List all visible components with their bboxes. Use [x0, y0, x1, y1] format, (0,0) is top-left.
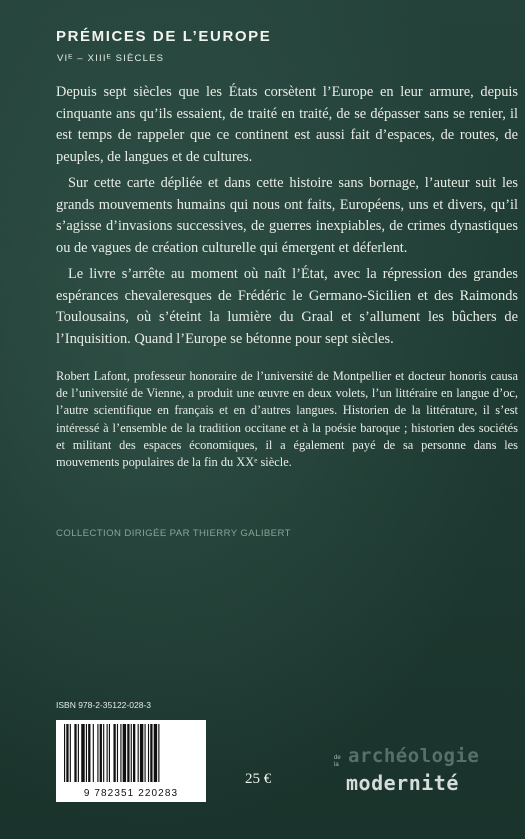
- barcode-bar: [107, 724, 108, 782]
- isbn-label: ISBN 978-2-35122-028-3: [56, 700, 151, 710]
- collection-credit: COLLECTION DIRIGÉE PAR THIERRY GALIBERT: [56, 528, 291, 539]
- logo-word-modernite: modernité: [346, 771, 459, 795]
- blurb-paragraph-2: Sur cette carte dépliée et dans cette histoire sans bornage, l’auteur suit les grands mouvements humains qui nous ont faits, Européens, uns et divers, qu’il s’agisse d’invasions successives, de guerres inexpiables, de crimes dynastiques ou de vagues de création culturelle qui émergent et déferlent.: [56, 175, 518, 256]
- series-title: PRÉMICES DE L’EUROPE: [56, 28, 272, 45]
- barcode-bar: [66, 724, 68, 782]
- barcode-bar: [140, 724, 143, 782]
- barcode-bar: [100, 724, 102, 782]
- barcode-bar: [93, 724, 94, 782]
- barcode-bar: [97, 724, 98, 782]
- barcode-bar: [145, 724, 146, 782]
- barcode-bar: [133, 724, 135, 782]
- barcode-bar: [103, 724, 104, 782]
- barcode-bar: [120, 724, 121, 782]
- blurb-paragraph-1: Depuis sept siècles que les États corsètent l’Europe en leur armure, depuis cinquante ans qu’ils essaient, de traité en traité, de se dépasser sans se renier, il est temps de rappeler que ce continent est aussi fait d’espaces, de routes, de peuples, de langues et de cultures.: [56, 84, 518, 165]
- author-bio: [56, 368, 518, 471]
- barcode-bars: [56, 720, 206, 786]
- barcode-bar: [154, 724, 157, 782]
- barcode-bar: [74, 724, 76, 782]
- barcode-bar: [158, 724, 159, 782]
- blurb-text: [56, 82, 518, 350]
- logo-word-archeologie: archéologie: [348, 745, 480, 767]
- logo-word-de-la: de la: [334, 755, 341, 768]
- barcode-bar: [150, 724, 152, 782]
- barcode-bar: [113, 724, 115, 782]
- collection-logo: [334, 745, 524, 805]
- barcode-bar: [64, 724, 65, 782]
- barcode-bar: [88, 724, 90, 782]
- price: 25 €: [245, 771, 272, 787]
- blurb-paragraph-3: Le livre s’arrête au moment où naît l’État, avec la répression des grandes espérances chevaleresques de Frédéric le Germano-Sicilien et des Raimonds Toulousains, où s’éteint la lumière du Graal et s’allument les bûchers de l’Inquisition. Quand l’Europe se bétonne pour sept siècles.: [56, 266, 518, 347]
- barcode-digits: 9 782351 220283: [83, 788, 179, 799]
- series-subtitle: VIᴱ – XIIIᴱ SIÈCLES: [57, 53, 165, 64]
- barcode-bar: [148, 724, 149, 782]
- barcode-bar: [81, 724, 84, 782]
- barcode-bar: [117, 724, 118, 782]
- barcode: [56, 720, 206, 802]
- barcode-bar: [131, 724, 132, 782]
- barcode-bar: [123, 724, 126, 782]
- barcode-bar: [127, 724, 129, 782]
- author-bio-paragraph: Robert Lafont, professeur honoraire de l’université de Montpellier et docteur honoris causa de l’université de Vienne, a produit une œuvre en deux volets, l’un littéraire en langue d’oc, l’autre scientifique en français et en d’autres langues. Historien de la littérature, il s’est intéressé à l’ensemble de la tradition occitane et à la poésie baroque ; historien des sociétés et militant des espaces économiques, il a également payé de sa personne dans les mouvements populaires de la fin du XXᵉ siècle.: [56, 369, 518, 470]
- barcode-bar: [70, 724, 71, 782]
- barcode-bar: [138, 724, 139, 782]
- barcode-bar: [109, 724, 110, 782]
- barcode-bar: [86, 724, 87, 782]
- barcode-bar: [78, 724, 79, 782]
